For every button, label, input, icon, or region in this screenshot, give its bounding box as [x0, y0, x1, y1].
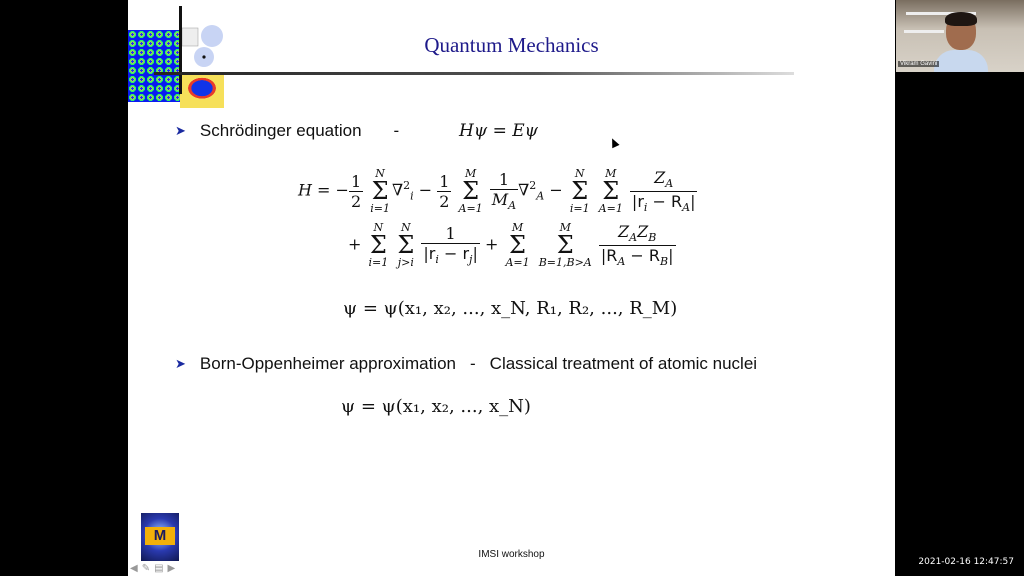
bullet-label: Born-Oppenheimer approximation [199, 354, 456, 373]
hamiltonian-line-1: H = − $\frac{1}{2}$ N Σ i=1 ∇$^2_i$ − $\frac{1}{2}$ M Σ A=1 $\frac{1}{M_A}$ ∇$^2_A$ − N Σ i=1 M Σ A=1 $\frac{Z_A}{|r_i - R_A|}$ [298, 167, 696, 215]
bullet-label: Schrödinger equation [199, 121, 362, 140]
arrow-right-icon[interactable]: ▶ [167, 563, 176, 574]
slide-footer: IMSI workshop [478, 549, 545, 560]
wavefunction-full: ψ = ψ(x₁, x₂, ..., x_N, R₁, R₂, ..., R_M) [343, 298, 678, 319]
bullet-note: Classical treatment of atomic nuclei [489, 354, 758, 373]
participant-name: Vikram Gavini [900, 61, 938, 67]
bullet-arrow-icon: ➤ [175, 123, 186, 138]
arrow-left-icon[interactable]: ◀ [130, 563, 138, 574]
participant-video-tile[interactable] [896, 0, 1024, 72]
pencil-icon[interactable]: ✎ [141, 563, 151, 574]
participant-video [934, 12, 988, 72]
bullet-separator: - [470, 354, 476, 373]
slide-nav-controls [130, 563, 175, 574]
header-divider-horizontal [154, 72, 794, 75]
bullet-separator: - [393, 121, 400, 140]
molecule-density-image [180, 72, 224, 108]
mouse-cursor [608, 137, 619, 149]
schrodinger-equation: Hψ = Eψ [459, 121, 538, 141]
bullet-arrow-icon: ➤ [175, 356, 186, 371]
bullet-schrodinger [175, 121, 399, 141]
menu-icon[interactable]: ▤ [154, 563, 164, 574]
recording-timestamp: 2021-02-16 12:47:57 [918, 557, 1014, 567]
bullet-born-oppenheimer [175, 354, 757, 374]
slide-title: Quantum Mechanics [424, 33, 599, 57]
presentation-slide [128, 0, 895, 576]
university-logo: M [141, 513, 179, 561]
wavefunction-bo: ψ = ψ(x₁, x₂, ..., x_N) [341, 396, 531, 417]
hamiltonian-line-2: + N Σ i=1 N Σ j>i $\frac{1}{|r_i - r_j|}$ + M Σ A=1 M Σ B=1,B>A $\frac{Z_AZ_B}{|R_A - R_B|}$ [348, 221, 674, 269]
